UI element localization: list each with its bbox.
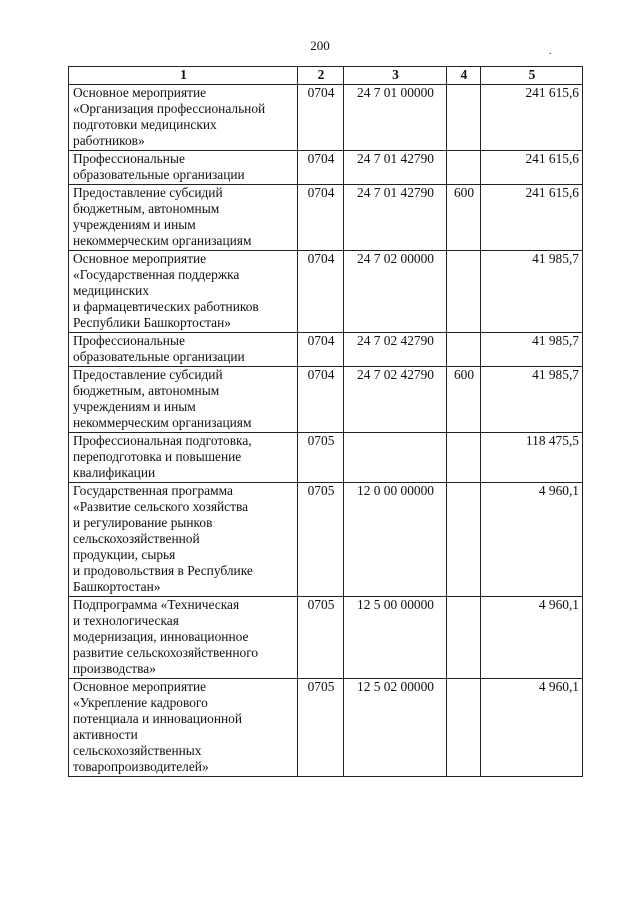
row-vtype-cell	[447, 251, 481, 333]
row-name-line: модернизация, инновационное	[73, 629, 249, 644]
row-vtype-cell	[447, 151, 481, 185]
row-section-cell: 0704	[298, 185, 344, 251]
row-name-line: Основное мероприятие	[73, 85, 207, 100]
row-code-cell: 24 7 02 42790	[344, 367, 447, 433]
row-name-cell	[69, 433, 298, 483]
row-name-line: учреждениям и иным	[73, 399, 196, 414]
row-name-cell	[69, 251, 298, 333]
row-name-line: сельскохозяйственной	[73, 531, 200, 546]
table-row	[69, 433, 583, 483]
row-name-line: развитие сельскохозяйственного	[73, 645, 259, 660]
row-name-line: медицинских	[73, 283, 150, 298]
row-section-cell: 0704	[298, 251, 344, 333]
row-name-line: Основное мероприятие	[73, 251, 207, 266]
row-name-line: подготовки медицинских	[73, 117, 217, 132]
row-section-cell: 0704	[298, 151, 344, 185]
row-name-line: Профессиональная подготовка,	[73, 433, 252, 448]
table-row	[69, 483, 583, 597]
row-name-line: Подпрограмма «Техническая	[73, 597, 240, 612]
table-body	[69, 85, 583, 777]
table-row	[69, 367, 583, 433]
row-name-cell	[69, 151, 298, 185]
row-amount-cell: 41 985,7	[481, 333, 583, 367]
row-code-cell: 24 7 02 00000	[344, 251, 447, 333]
row-code-cell: 24 7 01 42790	[344, 185, 447, 251]
row-amount-cell: 4 960,1	[481, 483, 583, 597]
header-col-2: 2	[298, 67, 344, 85]
row-vtype-cell: 600	[447, 367, 481, 433]
row-section-cell: 0705	[298, 483, 344, 597]
row-name-line: бюджетным, автономным	[73, 383, 220, 398]
row-name-line: «Государственная поддержка	[73, 267, 240, 282]
row-name-line: «Укрепление кадрового	[73, 695, 208, 710]
row-name-line: товаропроизводителей»	[73, 759, 209, 774]
row-code-cell	[344, 433, 447, 483]
row-name-line: и технологическая	[73, 613, 179, 628]
row-section-cell: 0704	[298, 333, 344, 367]
table-row	[69, 185, 583, 251]
row-code-cell: 12 5 02 00000	[344, 679, 447, 777]
header-col-3: 3	[344, 67, 447, 85]
row-name-line: квалификации	[73, 465, 156, 480]
row-name-cell	[69, 483, 298, 597]
row-vtype-cell	[447, 597, 481, 679]
row-amount-cell: 241 615,6	[481, 185, 583, 251]
row-name-line: образовательные организации	[73, 167, 245, 182]
row-name-line: некоммерческим организациям	[73, 233, 252, 248]
row-amount-cell: 241 615,6	[481, 151, 583, 185]
header-col-4: 4	[447, 67, 481, 85]
row-amount-cell: 41 985,7	[481, 251, 583, 333]
row-name-line: Профессиональные	[73, 151, 185, 166]
row-name-line: «Развитие сельского хозяйства	[73, 499, 249, 514]
row-name-line: продукции, сырья	[73, 547, 176, 562]
row-name-line: и фармацевтических работников	[73, 299, 259, 314]
row-vtype-cell	[447, 679, 481, 777]
row-name-line: учреждениям и иным	[73, 217, 196, 232]
row-name-line: и регулирование рынков	[73, 515, 213, 530]
table-row	[69, 151, 583, 185]
row-code-cell: 12 5 00 00000	[344, 597, 447, 679]
row-vtype-cell	[447, 483, 481, 597]
table-row	[69, 679, 583, 777]
row-name-line: образовательные организации	[73, 349, 245, 364]
row-vtype-cell: 600	[447, 185, 481, 251]
row-amount-cell: 41 985,7	[481, 367, 583, 433]
row-name-line: некоммерческим организациям	[73, 415, 252, 430]
row-section-cell: 0705	[298, 679, 344, 777]
row-name-cell	[69, 367, 298, 433]
row-vtype-cell	[447, 333, 481, 367]
row-name-line: Государственная программа	[73, 483, 233, 498]
row-vtype-cell	[447, 433, 481, 483]
row-code-cell: 24 7 01 42790	[344, 151, 447, 185]
header-row	[69, 67, 583, 85]
row-name-line: активности	[73, 727, 138, 742]
table-row	[69, 85, 583, 151]
row-code-cell: 24 7 01 00000	[344, 85, 447, 151]
row-code-cell: 24 7 02 42790	[344, 333, 447, 367]
row-name-line: Профессиональные	[73, 333, 185, 348]
row-name-line: бюджетным, автономным	[73, 201, 220, 216]
row-name-cell	[69, 597, 298, 679]
row-name-cell	[69, 185, 298, 251]
row-name-line: сельскохозяйственных	[73, 743, 202, 758]
row-name-cell	[69, 333, 298, 367]
row-name-line: Предоставление субсидий	[73, 367, 223, 382]
row-section-cell: 0705	[298, 433, 344, 483]
row-name-line: Башкортостан»	[73, 579, 161, 594]
page-number: 200	[310, 38, 330, 53]
row-name-line: потенциала и инновационной	[73, 711, 243, 726]
row-amount-cell: 4 960,1	[481, 679, 583, 777]
row-amount-cell: 118 475,5	[481, 433, 583, 483]
row-amount-cell: 4 960,1	[481, 597, 583, 679]
row-name-line: производства»	[73, 661, 156, 676]
row-section-cell: 0705	[298, 597, 344, 679]
row-code-cell: 12 0 00 00000	[344, 483, 447, 597]
row-name-line: Предоставление субсидий	[73, 185, 223, 200]
table-row	[69, 333, 583, 367]
row-name-cell	[69, 85, 298, 151]
table-row	[69, 597, 583, 679]
row-name-line: переподготовка и повышение	[73, 449, 242, 464]
budget-table	[68, 66, 583, 777]
row-name-line: и продовольствия в Республике	[73, 563, 253, 578]
row-name-cell	[69, 679, 298, 777]
header-col-5: 5	[481, 67, 583, 85]
header-col-1: 1	[69, 67, 298, 85]
row-section-cell: 0704	[298, 367, 344, 433]
row-name-line: работников»	[73, 133, 145, 148]
row-name-line: Основное мероприятие	[73, 679, 207, 694]
row-name-line: Республики Башкортостан»	[73, 315, 231, 330]
row-section-cell: 0704	[298, 85, 344, 151]
row-name-line: «Организация профессиональной	[73, 101, 266, 116]
table-row	[69, 251, 583, 333]
row-amount-cell: 241 615,6	[481, 85, 583, 151]
scan-mark: .	[549, 46, 552, 57]
row-vtype-cell	[447, 85, 481, 151]
